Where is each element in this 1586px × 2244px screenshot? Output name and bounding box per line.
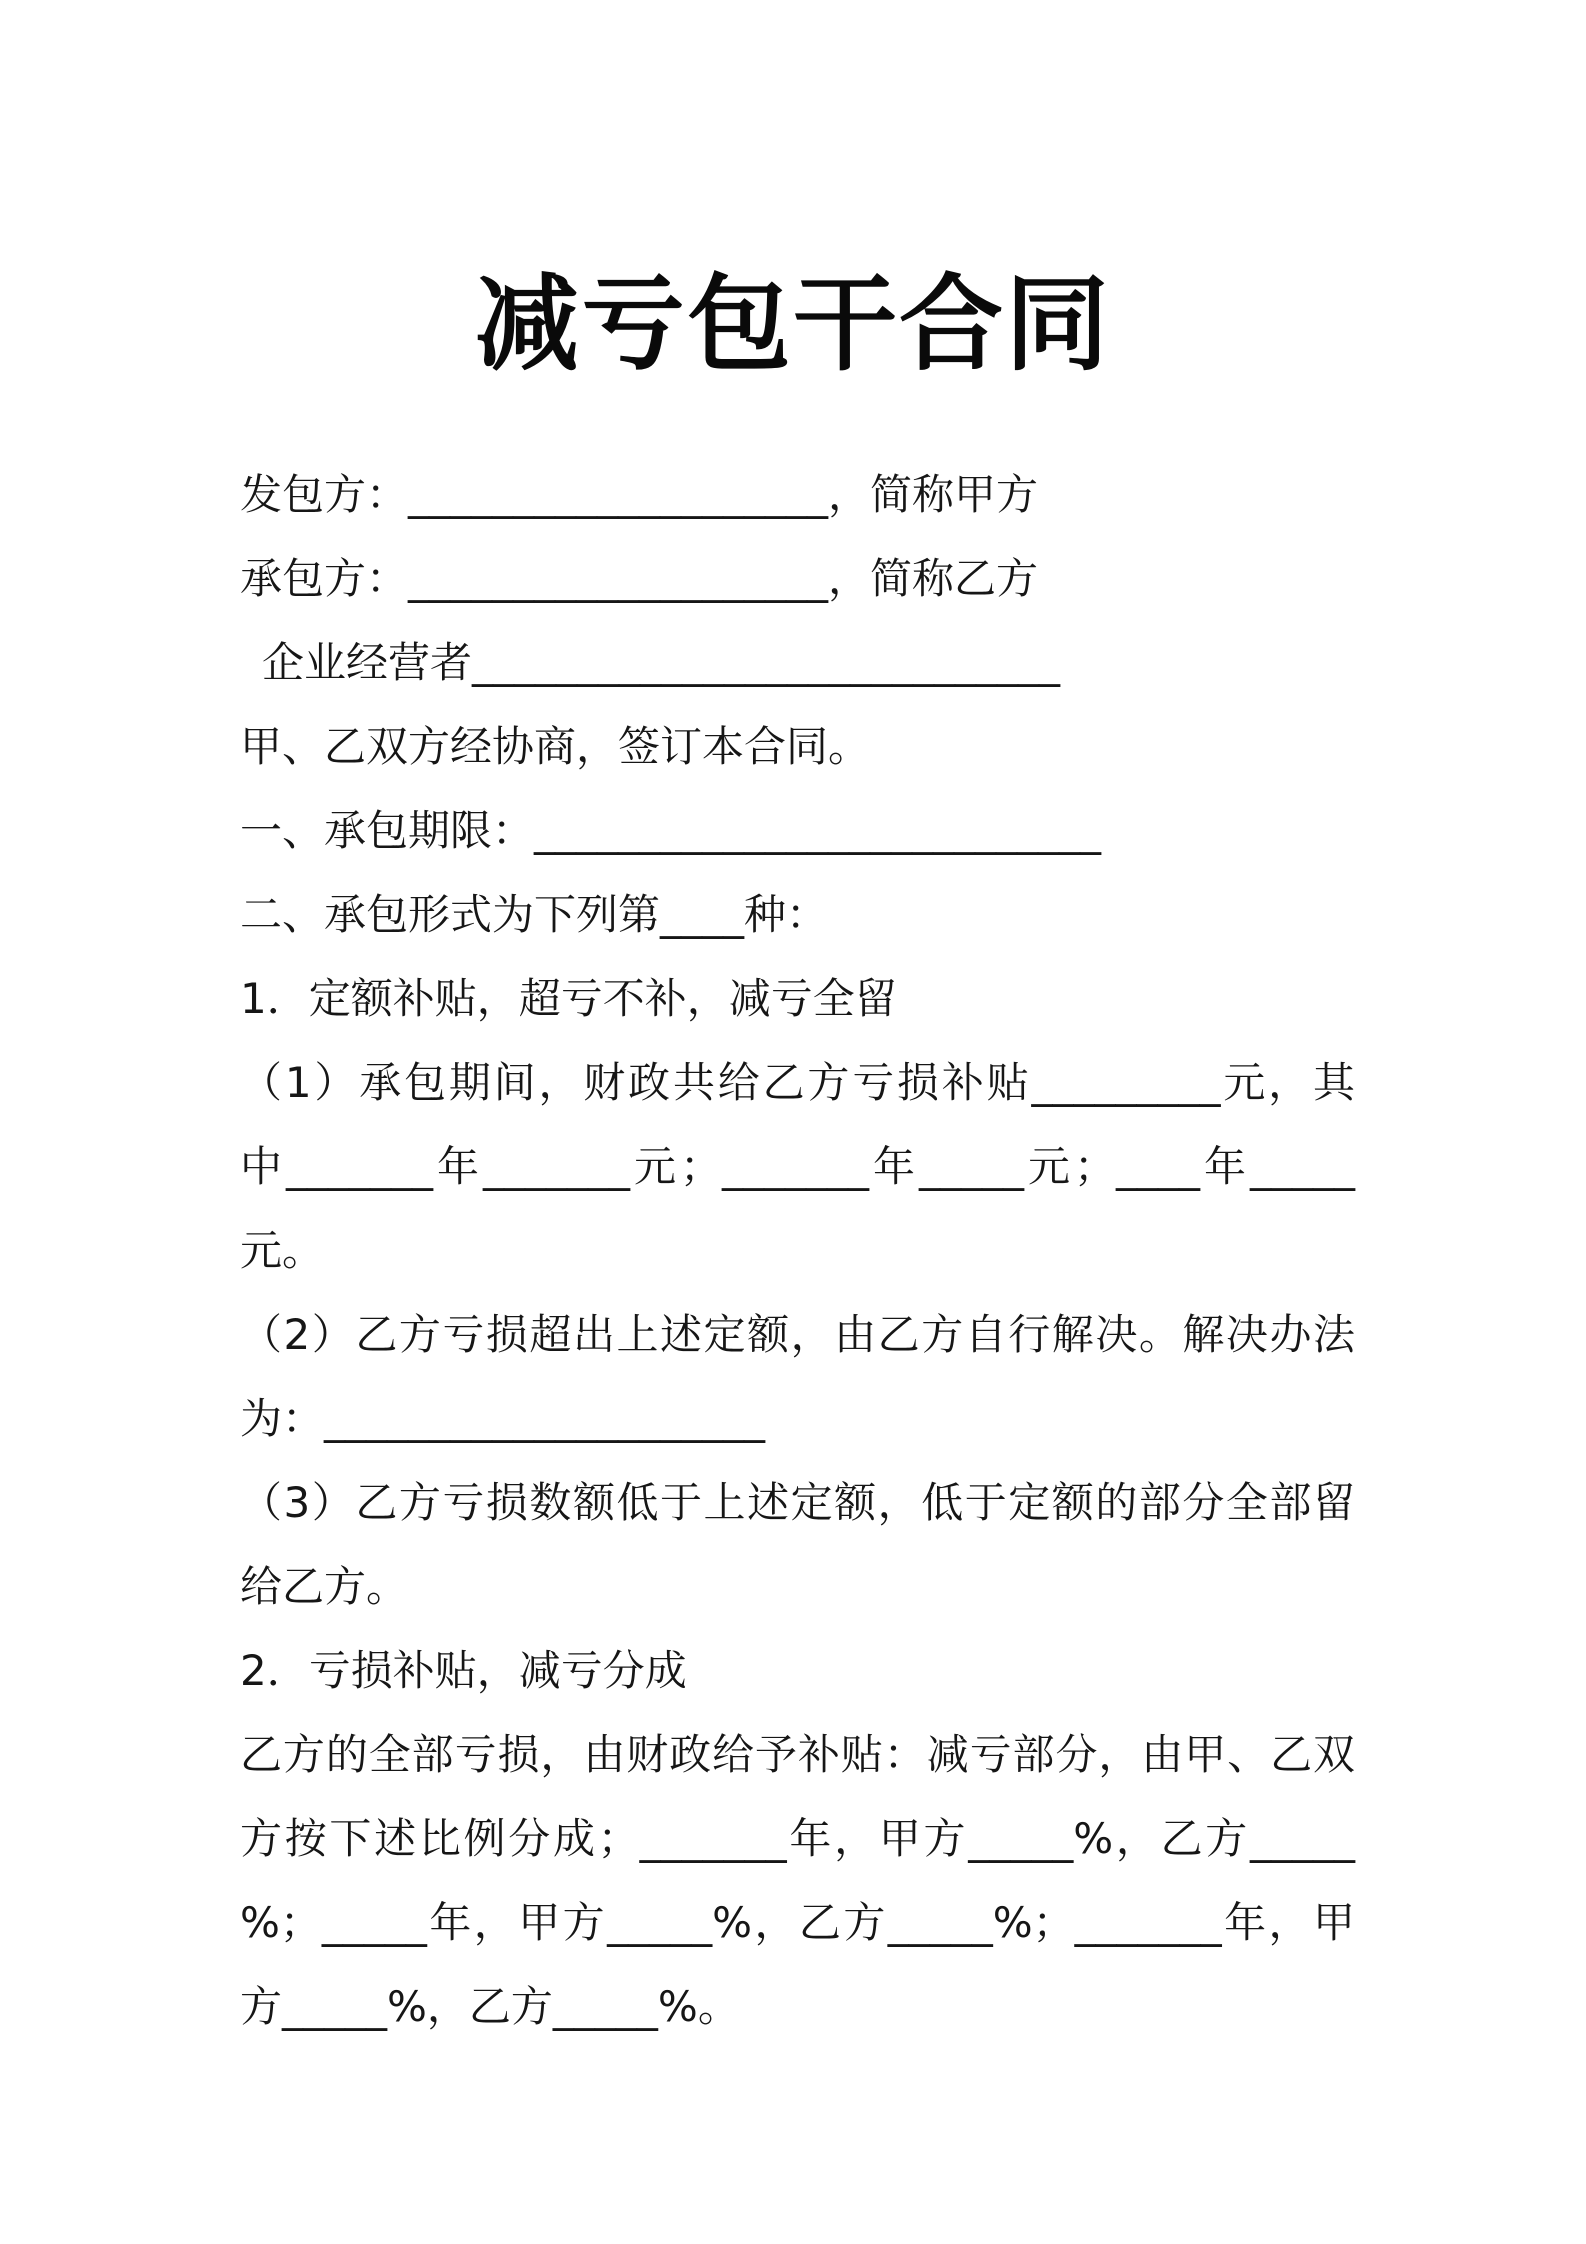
clause-2-heading: 2．亏损补贴，减亏分成 — [240, 1646, 687, 1695]
clause-1-2-line-2: 为：_____________________ — [240, 1394, 766, 1443]
clause-2-line-2: 方按下述比例分成；_______年，甲方_____%，乙方_____ — [240, 1814, 1355, 1863]
clause-1-2-line-1: （2）乙方亏损超出上述定额，由乙方自行解决。解决办法 — [240, 1310, 1355, 1359]
clause-1-heading: 1．定额补贴，超亏不补，减亏全留 — [240, 974, 897, 1023]
clause-1-1-line-2: 中_______年_______元；_______年_____元；____年_____ — [240, 1142, 1355, 1191]
clause-1-1-line-1: （1）承包期间，财政共给乙方亏损补贴_________元，其 — [240, 1058, 1355, 1107]
party-b-line: 承包方：____________________，简称乙方 — [240, 554, 1039, 603]
contract-term-line: 一、承包期限：___________________________ — [240, 806, 1102, 855]
clause-2-line-4: 方_____%，乙方_____%。 — [240, 1982, 740, 2031]
contract-form-line: 二、承包形式为下列第____种： — [240, 890, 829, 939]
clause-2-line-3: %；_____年，甲方_____%，乙方_____%；_______年，甲 — [240, 1898, 1355, 1947]
clause-2-line-1: 乙方的全部亏损，由财政给予补贴：减亏部分，由甲、乙双 — [240, 1730, 1355, 1779]
clause-1-3-line-2: 给乙方。 — [240, 1562, 409, 1611]
operator-line: 企业经营者____________________________ — [262, 638, 1061, 687]
document-title: 减亏包干合同 — [474, 263, 1111, 385]
party-a-line: 发包方：____________________，简称甲方 — [240, 470, 1039, 519]
clause-1-3-line-1: （3）乙方亏损数额低于上述定额，低于定额的部分全部留 — [240, 1478, 1355, 1527]
clause-1-1-line-3: 元。 — [240, 1226, 325, 1275]
agreement-intro: 甲、乙双方经协商，签订本合同。 — [240, 722, 871, 771]
